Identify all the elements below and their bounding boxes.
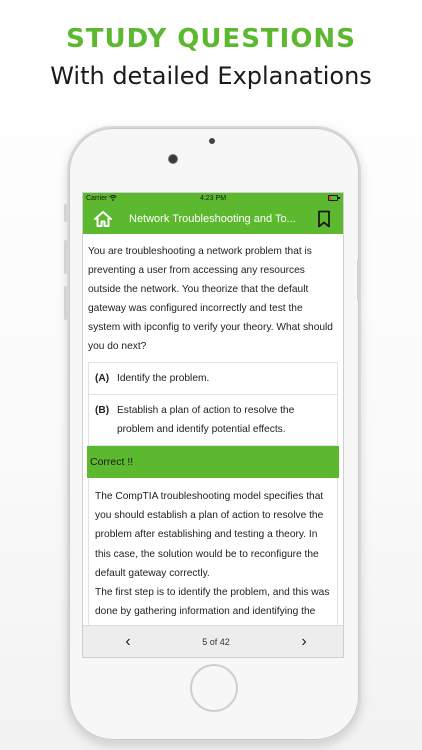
option-b[interactable]: [88, 395, 338, 446]
phone-volume-down: [64, 286, 67, 320]
promo-subhead: With detailed Explanations: [50, 62, 372, 90]
phone-camera: [168, 154, 178, 164]
phone-home-button[interactable]: [190, 664, 238, 712]
pager-footer: [83, 625, 343, 657]
result-banner: Correct !!: [87, 446, 339, 478]
bookmark-icon[interactable]: [317, 210, 331, 228]
nav-bar: [83, 204, 343, 234]
next-arrow-icon[interactable]: ›: [301, 632, 307, 650]
status-carrier: Carrier: [86, 193, 117, 204]
option-letter: (A): [95, 373, 110, 384]
phone-power-button: [357, 260, 360, 300]
option-text: Identify the problem.: [117, 373, 210, 384]
options-list: [83, 362, 343, 446]
option-a[interactable]: [88, 362, 338, 395]
nav-title: Network Troubleshooting and To...: [129, 213, 296, 225]
explanation-panel: [88, 478, 338, 648]
question-text: You are troubleshooting a network problem that is preventing a user from accessing any resources outside the network. You theorize that the default gateway was configured incorrectly and test the system with ipconfig to verify your theory. What should you do next?: [88, 246, 333, 352]
phone-mute-switch: [64, 204, 67, 222]
home-icon[interactable]: [93, 209, 113, 229]
promo-headline: STUDY QUESTIONS: [66, 24, 356, 54]
explanation-paragraph-2: The first step is to identify the problem, and this was done by gathering information and identifying the: [95, 587, 330, 618]
page-indicator: 5 of 42: [202, 636, 230, 647]
status-bar: [83, 193, 343, 204]
phone-volume-up: [64, 240, 67, 274]
phone-speaker: [209, 138, 215, 144]
status-time: 4:23 PM: [199, 195, 227, 202]
option-text: Establish a plan of action to resolve the problem and identify potential effects.: [117, 405, 295, 435]
prev-arrow-icon[interactable]: ‹: [125, 632, 131, 650]
explanation-paragraph-1: The CompTIA troubleshooting model specifies that you should establish a plan of action to resolve the problem after establishing and testing a theory. In this case, the solution would be to reconfigure the default gateway correctly.: [95, 491, 324, 579]
question-content: [83, 234, 343, 648]
app-screen: [82, 192, 344, 658]
battery-icon: [328, 195, 338, 201]
option-letter: (B): [95, 405, 110, 416]
